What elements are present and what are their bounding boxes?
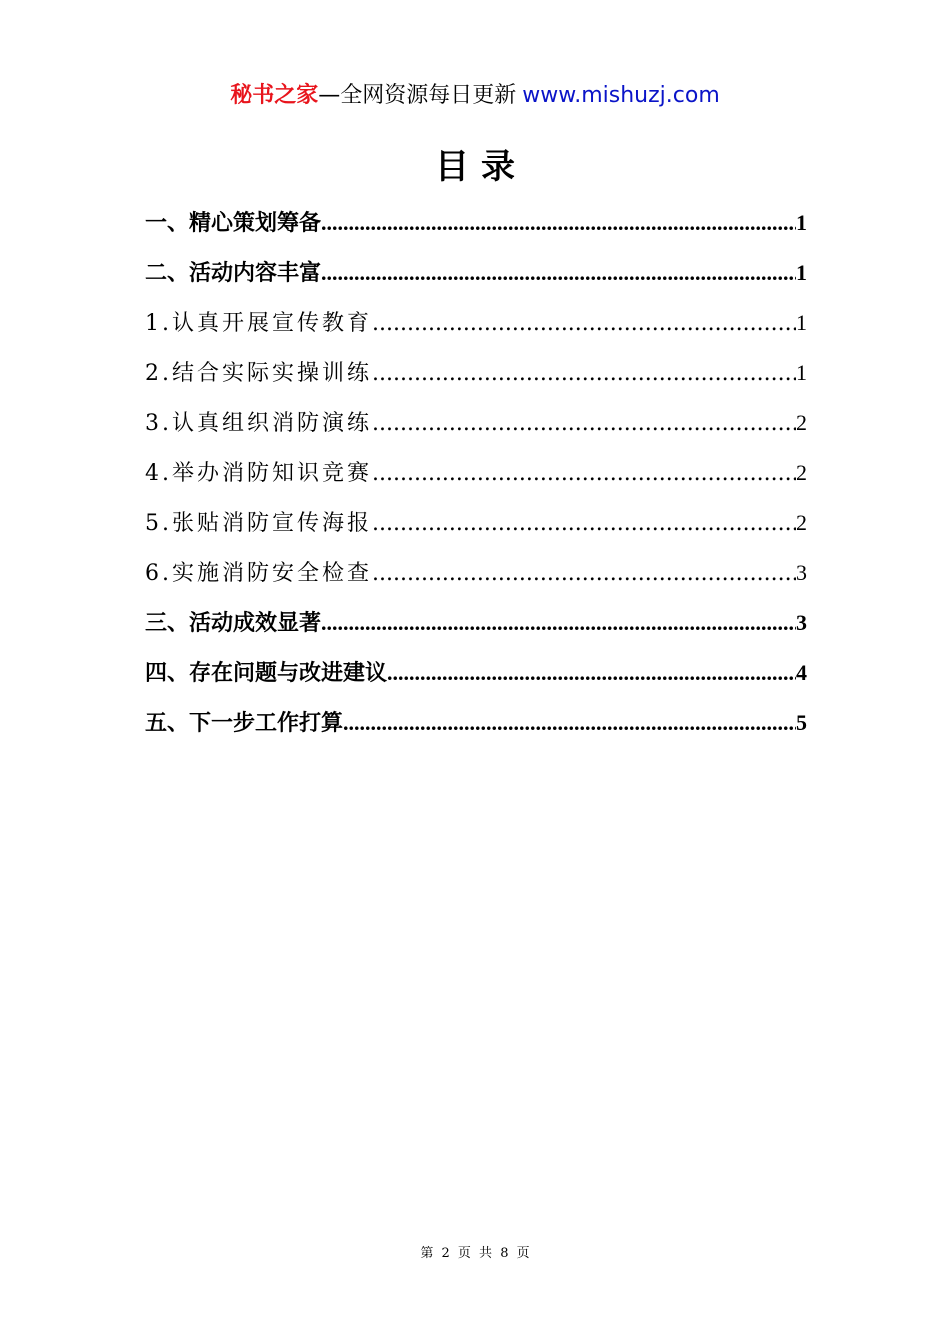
toc-entry[interactable] — [145, 198, 807, 248]
toc-entry[interactable] — [145, 498, 807, 548]
toc-entry-page: 3 — [796, 560, 807, 585]
toc-dot-leader — [321, 198, 796, 248]
toc-entry[interactable] — [145, 448, 807, 498]
toc-dot-leader — [321, 598, 796, 648]
toc-entry-page: 2 — [796, 460, 807, 485]
toc-dot-leader — [372, 499, 796, 548]
toc-entry[interactable] — [145, 298, 807, 348]
toc-entry-page: 2 — [796, 410, 807, 435]
site-url-link[interactable]: www.mishuzj.com — [522, 83, 720, 108]
toc-entry-page: 4 — [796, 660, 807, 685]
toc-entry-page: 1 — [796, 210, 807, 235]
toc-entry-label: 五、下一步工作打算 — [145, 711, 344, 736]
brand-name: 秘书之家 — [230, 83, 319, 108]
toc-entry-page: 5 — [796, 710, 807, 735]
toc-entry-label: 4.举办消防知识竞赛 — [145, 461, 372, 486]
toc-entry[interactable] — [145, 248, 807, 298]
toc-entry[interactable] — [145, 398, 807, 448]
toc-entry-label: 二、活动内容丰富 — [145, 261, 322, 286]
toc-entry-label: 2.结合实际实操训练 — [145, 361, 372, 386]
toc-entry-label: 一、精心策划筹备 — [145, 211, 322, 236]
toc-entry-label: 3.认真组织消防演练 — [145, 411, 372, 436]
toc-entry-page: 3 — [796, 610, 807, 635]
toc-entry-label: 5.张贴消防宣传海报 — [145, 511, 372, 536]
toc-entry-label: 三、活动成效显著 — [145, 611, 322, 636]
page-title: 目录 — [435, 147, 527, 187]
toc-entry[interactable] — [145, 548, 807, 598]
toc-dot-leader — [372, 399, 796, 448]
site-header — [0, 80, 950, 112]
toc-dot-leader — [372, 449, 796, 498]
toc-entry-label: 1.认真开展宣传教育 — [145, 311, 372, 336]
header-slogan: —全网资源每日更新 — [318, 83, 517, 108]
toc-dot-leader — [372, 299, 796, 348]
page-footer: 第 2 页 共 8 页 — [420, 1246, 530, 1261]
toc-entry[interactable] — [145, 698, 807, 748]
toc-dot-leader — [321, 248, 796, 298]
table-of-contents — [145, 198, 807, 748]
toc-entry-page: 1 — [796, 360, 807, 385]
toc-entry-page: 1 — [796, 260, 807, 285]
toc-dot-leader — [372, 349, 796, 398]
toc-dot-leader — [343, 698, 796, 748]
toc-dot-leader — [372, 549, 796, 598]
toc-entry-page: 1 — [796, 310, 807, 335]
toc-entry[interactable] — [145, 598, 807, 648]
toc-entry-page: 2 — [796, 510, 807, 535]
toc-entry[interactable] — [145, 348, 807, 398]
toc-entry-label: 6.实施消防安全检查 — [145, 561, 372, 586]
toc-entry-label: 四、存在问题与改进建议 — [145, 661, 388, 686]
toc-dot-leader — [387, 648, 796, 698]
toc-entry[interactable] — [145, 648, 807, 698]
